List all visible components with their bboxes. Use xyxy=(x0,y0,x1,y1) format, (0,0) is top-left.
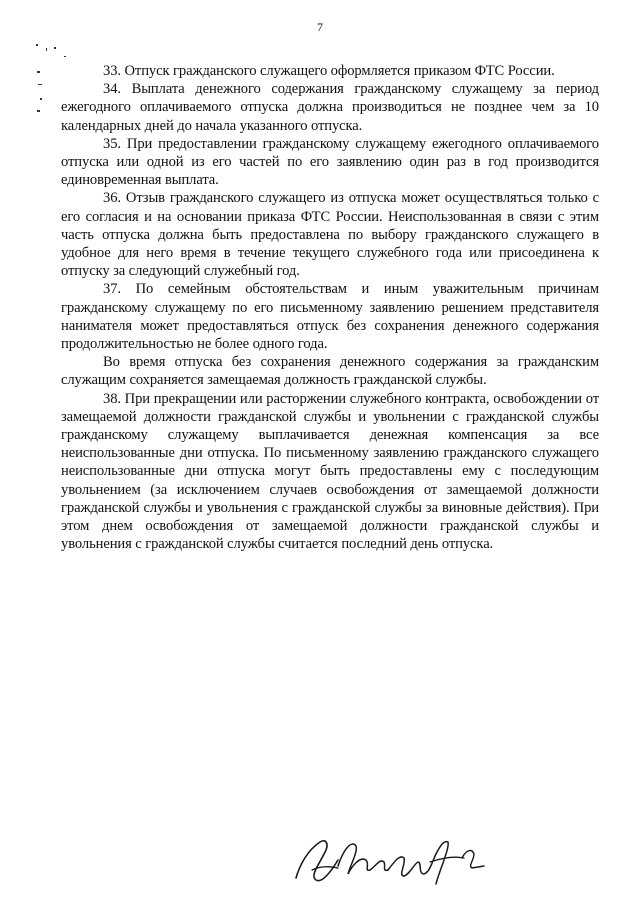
paragraph-37-continued: Во время отпуска без сохранения денежного содержания за гражданским служащим сохраняется замещаемая должность гражданской службы. xyxy=(61,354,599,389)
paragraph-33: 33. Отпуск гражданского служащего оформляется приказом ФТС России. xyxy=(103,63,555,79)
margin-mark xyxy=(37,71,40,73)
paragraph-37: 37. По семейным обстоятельствам и иным уважительным причинам гражданскому служащему по его письменному заявлению решением представителя нанимателя может предоставляться отпуск без сохранения денежного содержания продолжительностью не более одного года. xyxy=(61,281,599,353)
paragraph-38: 38. При прекращении или расторжении служебного контракта, освобождении от замещаемой должности гражданской службы и увольнении с гражданской службы гражданскому служащему выплачивается денежная компенсация за все неиспользованные дни отпуска. По письменному заявлению гражданского служащего неиспользованные дни отпуска могут быть предоставлены ему с последующим увольнением (за исключением случаев освобождения от замещаемой должности гражданской службы и увольнения с гражданской службы за виновные действия). При этом днем освобождения от замещаемой должности гражданской службы и увольнения с гражданской службы считается последний день отпуска. xyxy=(61,390,599,553)
page-number: 7 xyxy=(317,20,323,34)
paragraph-35: 35. При предоставлении гражданскому служащему ежегодного оплачиваемого отпуска или одной из его частей по его заявлению один раз в год производится единовременная выплата. xyxy=(61,135,599,189)
margin-mark xyxy=(40,98,42,100)
margin-mark xyxy=(38,84,42,85)
margin-mark xyxy=(54,47,56,49)
paragraph-34: 34. Выплата денежного содержания гражданскому служащему за период ежегодного оплачиваемого отпуска должна производиться не позднее чем за 10 календарных дней до начала указанного отпуска. xyxy=(61,81,599,134)
paragraph-36: 36. Отзыв гражданского служащего из отпуска может осуществляться только с его согласия и на основании приказа ФТС России. Неиспользованная в связи с этим часть отпуска должна быть предоставлена по выбору гражданского служащего в удобное для него время в течение текущего служебного года или присоединена к отпуску за следующий служебный год. xyxy=(61,190,599,280)
document-body xyxy=(61,62,599,553)
margin-mark xyxy=(64,56,66,57)
signature xyxy=(286,826,506,890)
margin-mark xyxy=(37,110,40,112)
margin-mark xyxy=(36,44,38,46)
margin-mark xyxy=(46,48,47,51)
